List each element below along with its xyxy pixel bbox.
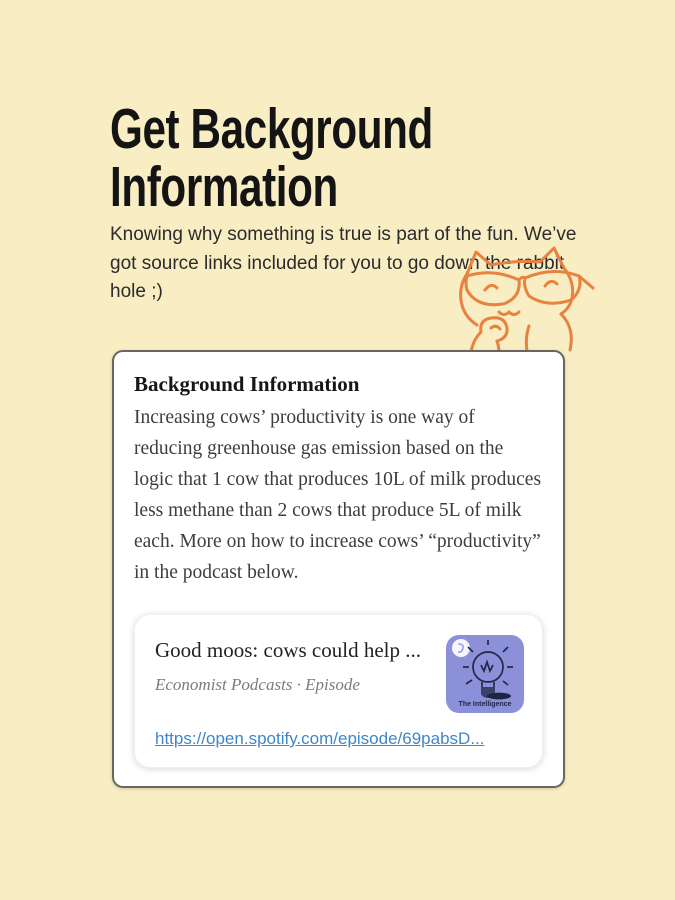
podcast-preview-card[interactable]: [134, 614, 543, 768]
podcast-source: Economist Podcasts · Episode: [155, 675, 360, 694]
cat-illustration: [433, 224, 608, 352]
card-body-text: Increasing cows’ productivity is one way of reducing greenhouse gas emission based on the logic that 1 cow that produces 10L of milk produces less methane than 2 cows that produce 5L of milk each. More on how to increase cows’ “productivity” in the podcast below.: [134, 407, 542, 583]
podcast-title: Good moos: cows could help ...: [155, 638, 421, 662]
artwork-label: The Intelligence: [458, 701, 512, 708]
podcast-top-row: [155, 635, 524, 713]
spotify-link[interactable]: https://open.spotify.com/episode/69pabsD...: [155, 729, 485, 748]
page-subtitle: Knowing why something is true is part of the fun. We’ve got source links included for you to go down the rabbit hole ;): [110, 224, 577, 302]
card-heading: Background Information: [134, 372, 360, 396]
background-info-card: [112, 350, 565, 788]
podcast-meta: [155, 635, 446, 695]
page-title: Get Background Information: [110, 97, 433, 220]
podcast-artwork: [446, 635, 524, 713]
corner-badge-icon: [452, 639, 470, 657]
